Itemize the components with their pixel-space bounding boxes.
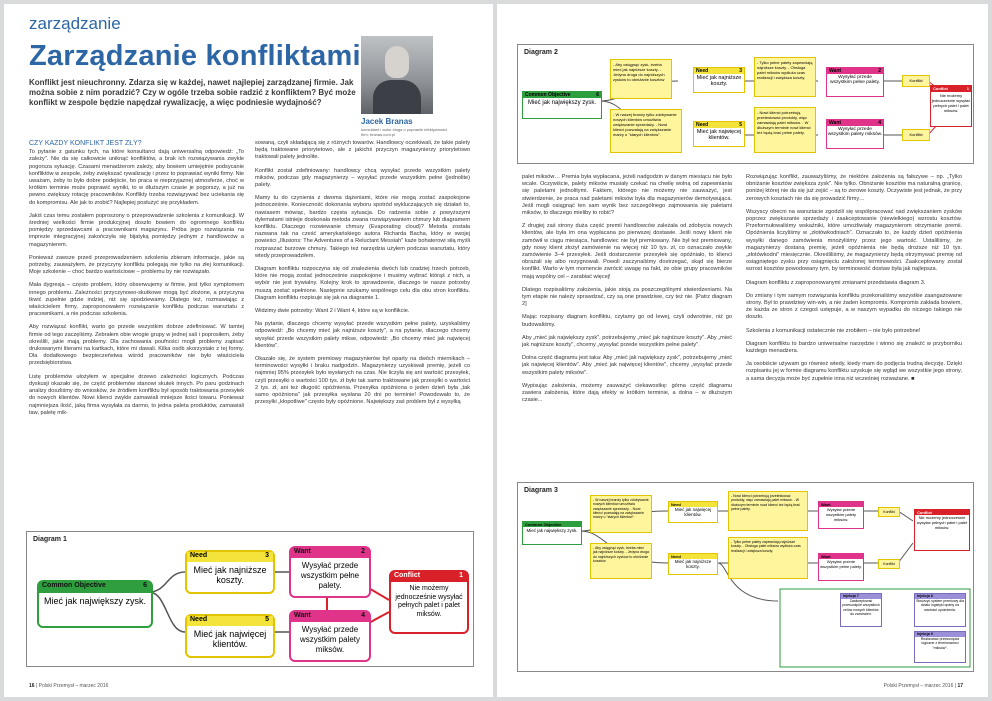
box-number: 3 [265,552,269,559]
box-text: Mieć jak najwięcej klientów. [674,507,712,517]
footer-text: Polski Przemysł – marzec 2016 [38,683,109,689]
assumption-note: - Nowi klienci potrzebują przetestować produkty, więc zamawiają palet miksów. - W dłuższym terminie nowi klienci też będą brać pełne palety. [728,491,808,531]
need-box-5 [185,614,275,658]
box-tag: Want [294,612,311,619]
text-column-4 [746,174,962,474]
assumption-note: - Nowi klienci potrzebują przetestować produkty, więc zamawiają palet miksów. - W dłuższym terminie nowi klienci też będą brać pełne palety. [754,107,816,153]
paragraph: Jakiś czas temu zostałem poproszony o przeprowadzenie szkolenia z komunikacji. W średniej wielkości firmie produkcyjnej doszło bowiem do ogromnego konfliktu pomiędzy sprzedawcami a pracownikami magazynu. Próba jego rozwiązania na imprezie integracyjnej zakończyła się bijatyką pomiędzy jednym z handlowców a magazynierem. [29,212,244,248]
box-text: Mieć jak najwięcej klientów. [193,629,267,649]
box-tag: Common Objective [42,582,106,589]
paragraph: Wypisując założenia, możemy zauważyć ciekawostkę: górna część diagramu zawiera założenia, które dają efekty w krótkim terminie, a dolna – w dłuższym czasie... [522,382,732,404]
footer-left: 16 | Polski Przemysł – marzec 2016 [29,683,109,689]
left-page [4,4,493,697]
conflict-note: Konflikt [902,75,930,87]
footer-right: Polski Przemysł – marzec 2016 | 17 [883,683,963,689]
box-tag: Want [294,548,311,555]
paragraph: Ponieważ zawsze przed przeprowadzeniem szkolenia zbieram informacje, jakie są potrzeby, zauważyłem, że przyczyny konfliktu polegają nie tylko na złej komunikacji. Moje szkolenie – choć bardzo wartościowe – problemu by nie rozwiązało. [29,254,244,276]
box-number: 6 [596,92,599,98]
assumption-note: - W naszej branży tylko zdobywanie nowych klientów umożliwia zwiększanie sprzedaży. - Nowi klienci pozwalają na zwiększanie marży u "starych klientów". [610,109,682,153]
box-number: 3 [739,68,742,74]
box-number: 7 [856,594,859,598]
box-text: Nie możemy jednocześnie wysyłać pełnych palet i palet miksów. [395,585,463,618]
box-tag: Need [190,616,208,623]
paragraph: Mamy tu do czynienia z dwoma dążeniami, które nie mogą zostać zaspokojone jednocześnie. Konieczność dokonania wyboru spotród wykluczających się działań to, nawiasem mówiąc, bardzo częsta sytuacja. Do radzenia sobie z powyższymi dylematami istnieje doskonała metoda zwana rozwiązywaniem chmury lub diagramem konfliktu. Dlaczego rozwiewanie chmury (Evaporating cloud)? Metoda została nazwana tak na cześć amerykańskiego autora Richarda Bacha, który w swojej powieści „Illusions: The Adventures of a Reluctant Messiah" każe bohaterowi siłą myśli rozpraszać burzowe chmury. Takiego też narzędzia użyłem podczas warsztatu, który wtedy przeprowadziłem. [255,195,470,259]
box-text: Nie możemy jednocześnie wysyłać pełnych palet i palet miksów. [931,93,971,113]
paragraph: Aby „mieć jak największy zysk", potrzebujemy „mieć jak najniższe koszty". Aby „mieć jak najniższe koszty", chcemy „wysyłać przede wszystkim pełne palety". [522,334,732,349]
need-box-3 [185,550,275,594]
want-box-4 [289,610,371,662]
box-text: Wysyłać przede wszystkim pełne palety. [820,559,862,569]
box-tag: Common Objective [525,92,571,98]
paragraph: Rozwiązując konflikt, zauważyliśmy, że niektóre założenia są fałszywe – np. „Tylko obniżanie kosztów zwiększa zysk". Nie tylko. Obniżanie kosztów ma naturalną granicę, poniżej której nie da się już zejść – są to zerowe koszty. Oczywiste jest jednak, że przy zerowych kosztach nie da się prowadzić firmy… [746,174,962,202]
box-tag: Conflict [933,86,948,91]
diagram-3 [517,482,974,672]
paragraph: Mała dygresja – często problem, który obserwujemy w firmie, jest tylko symptomem innego problemu. Zależności przyczynowo-skutkowe mogą być złożone, a przyczyna tkwić zupełnie gdzie indziej, niż się spodziewamy. Dlatego też, rozmawiając z właścicielem firmy, zaproponowałem rozwiązanie konfliktu podczas warsztatu z pracownikami, a nie podczas szkolenia. [29,282,244,318]
paragraph: Diagram konfliktu z zaproponowanymi zmianami przedstawia diagram 3. [746,279,926,286]
box-number: 1 [459,572,463,579]
paragraph: Wszyscy obecni na warsztacie zgodzili się współpracować nad zwiększaniem zysków poprzez zwiększanie sprzedaży i zaakceptowanie (niewielkiego) wzrostu kosztów. Przeformułowaliśmy wskaźniki, które umożliwiały magazynierom otrzymanie premii. Opóźnienia liczyliśmy w „złotówkodniach". Oznaczało to, że każdy dzień opóźnienia wysyłki danego zamówienia mnożyliśmy przez jego wartość. Ustaliliśmy, że magazynierzy dostaną premię, jeżeli opóźnienia nie będą droższe niż 10 tys. „złotówkodni" miesięcznie. Określiliśmy, że magazynierzy będą otrzymywać premię od osiągniętego zysku przy osiągnięciu założonej terminowości. Zaakceptowany został wzrost kosztów powodowany tym, by terminowość dostaw była jak najlepsza. [746,208,962,273]
box-tag: Injekcja [843,594,856,598]
box-tag: Want [829,68,842,74]
footer-text: Polski Przemysł – marzec 2016 [883,683,954,689]
paragraph: Listę problemów ułożyłem w specjalne drzewo zależności logicznych. Podczas dyskusji okazało się, że część problemów stanowi skutek innych. Po paru godzinach analizy doszliśmy do wniosków, że źródłem konfliktu był sposób traktowania przesyłek do nowych klientów. Nowi klienci zwykle zamawiali mniejsze ilości towaru. Ponieważ najmniejsza ilość, jaką firma wysyłała za darmo, to jedna paleta produktów, zamawiali taw, paletę mik- [29,373,244,416]
box-text: Mieć jak największy zysk. [527,100,596,106]
diagram-label: Diagram 1 [33,536,67,543]
assumption-note: - Aby osiągnąć zysk, trzeba mieć jak najniższe koszty. - Jedyna droga do najniższych zysków to obniżanie kosztów [590,543,652,579]
box-tag: Need [696,68,709,74]
box-number: 5 [265,616,269,623]
box-number: 4 [361,612,365,619]
assumption-note: - W naszej branży tylko zdobywanie nowych klientów umożliwia zwiększanie sprzedaży. - Nowi klienci pozwalają na zwiększanie marży u "starych klientów". [590,495,652,533]
box-tag: Want [819,502,863,507]
author-photo [361,36,433,114]
paragraph: Z drugiej zaś strony duża część premii handlowców zależała od zdobycia nowych klientów, ale była im ona wypłacana po pierwszej dostawie. Jeśli nowy klient nie zamówił w ciągu miesiąca, handlowiec nie był premiowany. Nie był też premiowany, gdy nowy klient złożył zamówienie na więcej niż 10 tys. zł, co oznaczało zwykle zamówienie 3–4 przesyłek. Jeśli dostarczenie przesyłek się opóźniało, to klienci obrażali się albo rezygnowali. Powoli zaczynaliśmy dostrzegać, skąd się bierze konflikt. Warto w tym momencie zwrócić uwagę na fakt, że obie grupy pracowników mają wspólny cel – zarabiać więcej! [522,223,732,280]
conflict-box [389,570,469,634]
paragraph: Diagram konfliktu to bardzo uniwersalne narzędzie i winno się znaleźć w przyborniku każdego menadżera. [746,340,962,355]
paragraph: Okazało się, że system premiowy magazynierów był oparty na dwóch miernikach – terminowości wysyłki i braku nadgodzin. Magazynierzy uzyskiwali premię, jeżeli co najmniej 95% przesyłek było wysłanych na czas. Nie liczyła się ani wartość przesyłek, czyli przesyłki o wartości 100 tys. zł było tak samo traktowane jak przesyłki o wartości 2 tys. zł, ani też długość opóźnienia. Przesyłka opóźniona o jeden dzień była „tak samo opóźniona" jak przesyłka wysłana 20 dni po terminie! Powodowało to, że przesyłki „kłopotliwe" często były opóźnione. Największy zaś problem był z wysyłką [255,356,470,406]
author-name: Jacek Branas [361,117,413,126]
injection-box-8 [914,593,966,627]
common-objective-box [522,521,582,545]
paragraph: Szkolenia z komunikacji ostatecznie nie zrobiłem – nie było potrzebne! [746,327,921,334]
conflict-box [930,85,972,127]
conflict-box [914,509,970,551]
need-box-5 [693,121,745,147]
paragraph: To pytanie z gatunku tych, na które konsultanci dają uniwersalną odpowiedź: „To zależy". Nie da się całkowicie uniknąć konfliktów, a brak ich rozwiązywania zwykle pogorsza sytuację. Czasami menadżerom zależy, aby bowiem umiejętnie podsycanie konfliktów w zespole, żeby zwiększać rywalizację i przez to poprawiać wyniki firmy. Nie uważam, żeby to było dobre podejście, bo praca w nieprzyjaznej atmosferze, choć w krótkim terminie może poprawić wyniki, to w dłuższym czasie je pogorszy, a już na pewno zwiększy rotację pracowników. Konflikty trzeba rozwiązywać bez uciekania się do kompromisu. Ale jak to zrobić? Najlepiej posłużyć się przykładem. [29,149,244,206]
box-number: 2 [878,68,881,74]
want-box-2 [289,546,371,598]
box-tag: Need [696,122,709,128]
text-column-3 [522,174,732,466]
want-box-2 [826,67,884,97]
assumption-note: - Aby osiągnąć zysk, trzeba mieć jak najniższe koszty. - Jedyna droga do najniższych zysków to obniżanie kosztów [610,59,672,99]
paragraph: Dolna część diagramu jest taka: Aby „mieć jak największy zysk", potrzebujemy „mieć jak najwięcej klientów". Aby „mieć jak najwięcej klientów", chcemy „wysyłać przede wszystkim palety miksów". [522,355,732,376]
conflict-note: Konflikt [878,507,900,517]
right-page [497,4,988,697]
box-tag: Conflict [915,510,969,515]
box-number: 9 [930,632,933,636]
box-tag: Common Objective [523,522,581,527]
box-tag: Injekcja [917,594,930,598]
text-column-1 [29,140,244,518]
diagram-label: Diagram 3 [524,487,558,494]
article-title: Zarządzanie konfliktami [29,40,361,72]
paragraph: palet miksów… Premia była wypłacana, jeżeli nadgodzin w danym miesiącu nie było wcale. Oczywiście, palety miksów musiały czekać na chwilę wolną od zapewniania się paletami jednolitymi. Faktem, którego nie możemy nie zauważyć, jest stwierdzenie, że praca nad paletami miksów była dla magazynierów demotywująca. Jeśli mogli osiągnąć ten sam wynik bez szczególnego zajmowania się paletami miksów, to dlaczego mieliby to robić? [522,174,732,217]
want-box-4 [826,119,884,149]
assumption-note: - Tylko pełne palety zapewniają najniższe koszty. - Obsługa palet miksów wydłuża czas realizacji i zwiększa koszty. [728,537,808,579]
paragraph: Konflikt został zdefiniowany: handlowcy chcą wysyłać przede wszystkim palety miksów, podczas gdy magazynierzy – wysyłać przede wszystkim pełne (jednolite) palety. [255,167,470,189]
box-text: Mieć jak najwięcej klientów. [696,129,742,141]
paragraph: Na pytanie, dlaczego chcemy wysyłać przede wszystkim pełne palety, uzyskaliśmy odpowiedź: „Bo chcemy mieć jak najniższe koszty", a na pytanie, dlaczego chcemy wysyłać przede wszystkim palety mikse, odpowiedź: „Bo chcemy mieć jak najwięcej klientów". [255,321,470,349]
box-tag: Want [819,554,863,559]
box-text: Mieć jak najniższe koszty. [696,75,742,87]
page-number: 17 [957,683,963,689]
diagram-2 [517,44,974,164]
paragraph: Do zmiany i tym samym rozwiązania konfliktu przekonaliśmy wszystkie zaangażowane strony. Był to prawdziwy win-win, a nie żaden kompromis. Kompromis zakłada bowiem, że każda ze stron z czegoś ustępuje, a w naszym wypadku do niczego takiego nie doszło. [746,292,962,321]
section-label: zarządzanie [29,14,121,33]
diagram-label: Diagram 2 [524,49,558,56]
need-box-5 [668,501,718,523]
box-text: Wysyłać przede wszystkim palety miksów. [825,507,856,522]
need-box-3 [668,553,718,575]
text-column-2 [255,140,470,518]
need-box-3 [693,67,745,93]
paragraph: Ja osobiście używam go również wtedy, kiedy mam do podjęcia trudną decyzję. Dzięki rozpisaniu jej w formie diagramu konfliktu uzyskuje się wgląd we wszystkie jego strony, a sama decyzja może być zupełnie inna niż wcześniej rozważane. ■ [746,361,962,382]
common-objective-box [522,91,602,119]
paragraph: Widzimy dwie potrzeby: Want 2 i Want 4, które są w konflikcie. [255,308,410,315]
box-text: Wysyłać przede wszystkim palety miksów. [827,127,883,137]
box-text: Wysyłać przede wszystkim pełne palety. [829,75,881,85]
subheading: CZY KAŻDY KONFLIKT JEST ZŁY? [29,140,142,147]
paragraph: Mając rozpisany diagram konfliktu, czytamy go od lewej, czyli odwrotnie, niż go budowaliśmy. [522,314,732,328]
box-text: Wysyłać przede wszystkim pełne palety. [300,561,360,590]
box-text: Realizować przesunięcia logiczne z terminowości "miksów". [920,637,960,650]
injection-box-9 [914,631,966,663]
conflict-note: Konflikt [902,129,930,141]
box-text: Mieć jak największy zysk. [43,596,147,606]
box-tag: Need [669,502,717,507]
box-tag: Want [829,120,842,126]
paragraph: Diagram konfliktu rozpoczyna się od znalezienia dwóch lub rzadziej trzech potrzeb, które nie mogą zostać jednocześnie zaspokojone i musimy wybrać którąś z nich, a wybór nie jest trywialny. Kolejny krok to sprawdzenie, dlaczego te nasze potrzeby muszą zostać spełnione. Następnie szukamy wspólnego celu dla obu stron konfliktu. Diagram konfliktu rozpisuje się jak na diagramie 1. [255,266,470,301]
box-text: Zaakceptować przesunięcie wszystkich celów nowych klientów do zamówień. [842,599,880,616]
box-text: Mieć jak największy zysk. [526,528,578,533]
box-tag: Need [669,554,717,559]
injection-box-7 [840,593,882,627]
want-box-2 [818,553,864,581]
assumption-note: - Tylko pełne palety zapewniają najniższe koszty. - Obsługa palet miksów wydłuża czas realizacji i zwiększa koszty. [754,57,816,97]
box-number: 5 [739,122,742,128]
box-number: 8 [930,594,933,598]
box-text: Mieć jak najniższe koszty. [674,559,712,569]
diagram-1 [26,531,474,667]
box-tag: Conflict [394,572,421,579]
conflict-note: Konflikt [878,559,900,569]
box-tag: Injekcja [917,632,930,636]
box-text: Stworzyć system premiowy dla działu logistyki oparty na wartości opóźnienia. [916,599,964,612]
box-number: 4 [878,120,881,126]
box-number: 6 [143,582,147,589]
box-number: 2 [361,548,365,555]
box-tag: Need [190,552,208,559]
common-objective-box [37,580,153,628]
box-text: Wysyłać przede wszystkim palety miksów. [299,625,360,654]
paragraph: Aby rozwiązać konflikt, warto go przede wszystkim dobrze zdefiniować. W tamtej firmie od tego zaczęliśmy. Zebrałem obie wrogie grupy w jednej sali i poprosiłem, żeby określili, jakie mają problemy. Dla zachowania poufności mogli problemy zapisać drukowanymi literami na kartkach, które mi dawali. Kilka osób skorzystało z tej formy. Dla dodatkowego bezpieczeństwa wśród pracowników nie było właściciela przedsiębiorstwa. [29,324,244,367]
box-text: Nie możemy jednocześnie wysyłać pełnych palet i palet miksów. [916,515,968,530]
box-text: Mieć jak najniższe koszty. [193,565,267,585]
box-number: 1 [966,86,969,91]
paragraph: sowaną, czyli składającą się z różnych towarów. Handlowcy oczekiwali, że takie palety będą traktowane priorytetowo, ale z jakichś przyczyn magazynierzy priorytetowo traktowali palety jednolite. [255,140,470,161]
want-box-4 [818,501,864,529]
article-lead: Konflikt jest nieuchronny. Zdarza się w każdej, nawet najlepiej zarządzanej firmie. Jak można sobie z nim poradzić? Czy w ogóle trzeba sobie radzić z konfliktem? Być może konflikt w zespole będzie napędzał rywalizację, a więc podniesie wydajność? [29,78,356,107]
author-description: konsultant i autor bloga o poprawie efektywności firm: branas.com.pl [361,127,448,137]
page-number: 16 [29,683,35,689]
paragraph: Dlatego rozpisaliśmy założenia, jakie stoją za poszczególnymi stwierdzeniami. Na tym etapie nie należy sprawdzać, czy są one prawdziwe, czy też nie. [Patrz diagram 2] [522,286,732,308]
